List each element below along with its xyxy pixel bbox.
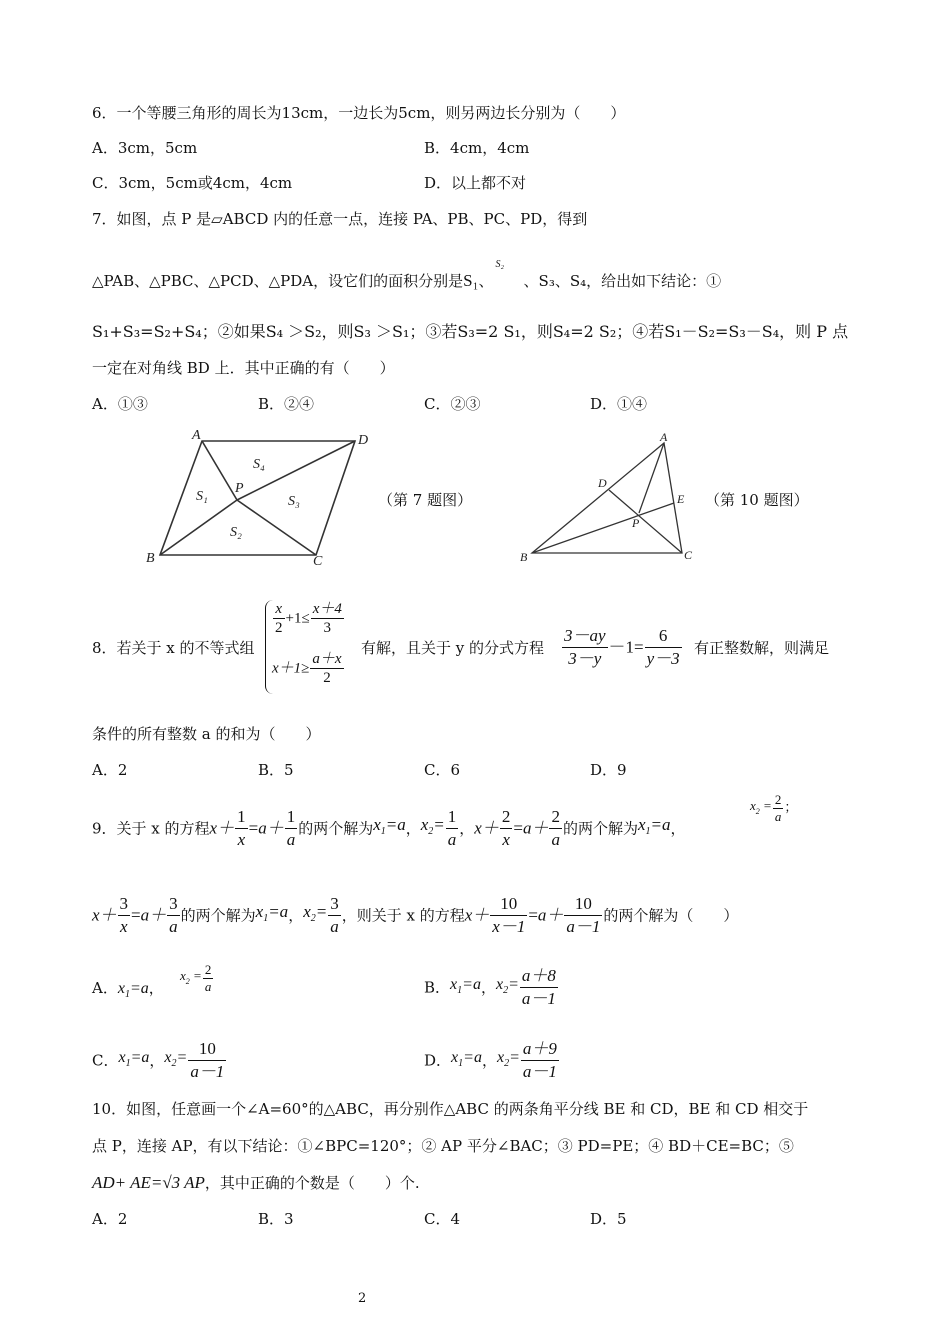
fig7-label-c: C (313, 554, 323, 569)
figure-7-parallelogram (140, 425, 380, 570)
q7-option-c: C．②③ (424, 395, 481, 413)
fig7-label-s2: S₂ (230, 525, 242, 540)
q8-line2: 条件的所有整数 a 的和为（ ） (92, 725, 321, 743)
q6-stem: 6．一个等腰三角形的周长为13cm，一边长为5cm，则另两边长分别为（ ） (92, 104, 626, 122)
q10-line3: AD+ AE=√3 AP，其中正确的个数是（ ）个. (92, 1173, 420, 1192)
figure-10-triangle (512, 425, 702, 570)
fig7-caption: （第 7 题图） (378, 491, 473, 509)
q7-line3: S₁+S₃=S₂+S₄；②如果S₄ ＞S₂，则S₃ ＞S₁；③若S₃=2 S₁，则S₄=2 S₂；④若S₁－S₂=S₃－S₄，则 P 点 (92, 322, 849, 341)
q9-line1: 9．关于 x 的方程x＋ $\frac{1}{x}$ =a＋ $\frac{1}{a}$ 的两个解为$x_1=a$，$x_2=$ $\frac{1}{a}$ ，x＋ $\frac{2}{x}$ =a＋ $\frac{2}{a}$ 的两个解为$x_1=a$， (92, 807, 686, 849)
q9-line1-tail: $x_2$ = $\frac{2}{a}$ ； (750, 792, 798, 824)
q8-option-d: D．9 (590, 761, 627, 779)
fig10-label-c: C (684, 548, 693, 562)
q9-option-b: B．$x_1=a$，$x_2=$ $\frac{a+8}{a-1}$ (424, 966, 556, 1008)
q8-inequality-1: $\frac{x}{2}$ +1≤ $\frac{x+4}{3}$ (275, 601, 342, 636)
fig10-label-d: D (598, 476, 607, 490)
q9-option-c: C．$x_1=a$，$x_2=$ $\frac{10}{a-1}$ (92, 1039, 225, 1081)
q8-option-a: A．2 (92, 761, 128, 779)
q9-option-a: A．$x_1=a$， (92, 979, 164, 1000)
fig7-label-p: P (235, 481, 244, 496)
q10-option-b: B．3 (258, 1210, 294, 1228)
q10-option-a: A．2 (92, 1210, 128, 1228)
q10-line2: 点 P，连接 AP，有以下结论：①∠BPC=120°；② AP 平分∠BAC；③ PD=PE；④ BD＋CE=BC；⑤ (92, 1137, 794, 1155)
fig7-label-s1: S₁ (196, 489, 208, 504)
q8-option-c: C．6 (424, 761, 461, 779)
fig10-label-a: A (660, 430, 668, 444)
fig7-label-d: D (358, 433, 369, 448)
q10-option-d: D．5 (590, 1210, 627, 1228)
q8-pre: 8．若关于 x 的不等式组 (92, 639, 255, 657)
q7-s1: S₁ (463, 271, 479, 290)
page-number: 2 (358, 1291, 367, 1306)
q7-option-d: D．①④ (590, 395, 648, 413)
q6-option-c: C．3cm，5cm或4cm，4cm (92, 174, 293, 192)
fig7-label-s3: S₃ (288, 494, 300, 509)
fig10-label-b: B (520, 550, 528, 564)
q6-option-a: A．3cm，5cm (92, 139, 198, 157)
q7-line4: 一定在对角线 BD 上．其中正确的有（ ） (92, 359, 395, 377)
q7-option-b: B．②④ (258, 395, 315, 413)
q7-s2-label: S₂ (495, 259, 505, 270)
q8-fraction-equation: $\frac{3-ay}{3-y}$ －1= $\frac{6}{y-3}$ (564, 626, 680, 668)
q9-line2: x＋ $\frac{3}{x}$ =a＋ $\frac{3}{a}$ 的两个解为$x_1=a$，$x_2=$ $\frac{3}{a}$ ，则关于 x 的方程x＋ $\frac{10}{x-1}$ =a＋ $\frac{10}{a-1}$ 的两个解为（ ） (92, 894, 739, 936)
q8-option-b: B．5 (258, 761, 294, 779)
q10-line1: 10．如图，任意画一个∠A=60°的△ABC，再分别作△ABC 的两条角平分线 BE 和 CD，BE 和 CD 相交于 (92, 1100, 809, 1118)
q8-inequality-2: x＋1≥ $\frac{a+x}{2}$ (272, 651, 342, 686)
q6-option-d: D．以上都不对 (424, 174, 527, 192)
q7-line1: 7．如图，点 P 是▱ABCD 内的任意一点，连接 PA、PB、PC、PD，得到 (92, 210, 588, 228)
q7-line2-a: △PAB、△PBC、△PCD、△PDA，设它们的面积分别是 (92, 272, 464, 290)
q7-option-a: A．①③ (92, 395, 148, 413)
q6-option-b: B．4cm，4cm (424, 139, 530, 157)
q7-s2-holder (494, 259, 524, 291)
q8-mid: 有解，且关于 y 的分式方程 (361, 639, 545, 657)
fig7-label-a: A (192, 428, 201, 443)
q8-post: 有正整数解，则满足 (694, 639, 830, 657)
q9-option-d: D．$x_1=a$，$x_2=$ $\frac{a+9}{a-1}$ (424, 1039, 557, 1081)
fig7-label-s4: S₄ (253, 457, 265, 472)
q9-option-a-x2: $x_2$ = $\frac{2}{a}$ (180, 962, 212, 994)
fig7-label-b: B (146, 551, 155, 566)
q7-line2-b: 、S₃、S₄，给出如下结论：① (523, 272, 722, 290)
q7-line2: △PAB、△PBC、△PCD、△PDA，设它们的面积分别是S₁、 S₂ 、S₃、S₄，给出如下结论：① (92, 271, 721, 291)
fig10-caption: （第 10 题图） (705, 491, 809, 509)
q10-option-c: C．4 (424, 1210, 461, 1228)
fig10-label-e: E (677, 492, 685, 506)
fig10-label-p: P (632, 516, 640, 530)
